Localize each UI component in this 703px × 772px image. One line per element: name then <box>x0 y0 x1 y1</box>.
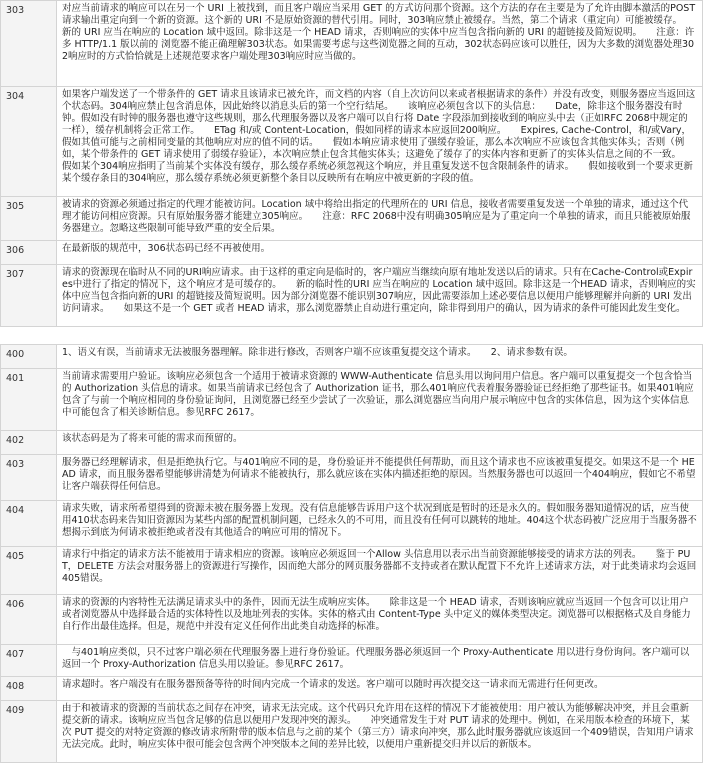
table-row-404 <box>1 501 703 547</box>
status-code-cell: 407 <box>1 645 57 677</box>
table-row-407 <box>1 645 703 677</box>
status-code-cell: 307 <box>1 265 57 327</box>
table-row-305 <box>1 197 703 241</box>
status-code-cell: 402 <box>1 431 57 455</box>
status-code-cell: 304 <box>1 87 57 197</box>
table-row-403 <box>1 455 703 501</box>
status-code-table-3xx <box>0 0 703 327</box>
status-description-cell: 如果客户端发送了一个带条件的 GET 请求且该请求已被允许，而文档的内容（自上次访问以来或者根据请求的条件）并没有改变，则服务器应当返回这个状态码。304响应禁止包含消息体，因此始终以消息头后的第一个空行结尾。 该响应必须包含以下的头信息： Date，除非这个服务器没有时钟。假如没有时钟的服务器也遵守这些规则，那么代理服务器以及客户端可以自行将 Date 字段添加到接收到的响应头中去（正如RFC 2068中规定的一样），缓存机制将会正常工作。 ETag 和/或 Content-Location，假如同样的请求本应返回200响应。 Expires, Cache-Control，和/或Vary，假如其值可能与之前相同变量的其他响应对应的值不同的话。 假如本响应请求使用了强缓存验证，那么本次响应不应该包含其他实体头；否则（例如，某个带条件的 GET 请求使用了弱缓存验证），本次响应禁止包含其他实体头；这避免了缓存了的实体内容和更新了的实体头信息之间的不一致。 假如某个304响应指明了当前某个实体没有缓存，那么缓存系统必须忽视这个响应，并且重复发送不包含限制条件的请求。 假如接收到一个要求更新某个缓存条目的304响应，那么缓存系统必须更新整个条目以反映所有在响应中被更新的字段的值。 <box>57 87 703 197</box>
status-description-cell: 请求失败，请求所希望得到的资源未被在服务器上发现。没有信息能够告诉用户这个状况到底是暂时的还是永久的。假如服务器知道情况的话，应当使用410状态码来告知旧资源因为某些内部的配置机制问题，已经永久的不可用，而且没有任何可以跳转的地址。404这个状态码被广泛应用于当服务器不想揭示到底为何请求被拒绝或者没有其他适合的响应可用的情况下。 <box>57 501 703 547</box>
status-description-cell: 请求行中指定的请求方法不能被用于请求相应的资源。该响应必须返回一个Allow 头信息用以表示出当前资源能够接受的请求方法的列表。 鉴于 PUT，DELETE 方法会对服务器上的资源进行写操作，因而绝大部分的网页服务器都不支持或者在默认配置下不允许上述请求方法，对于此类请求均会返回405错误。 <box>57 547 703 595</box>
status-description-cell: 当前请求需要用户验证。该响应必须包含一个适用于被请求资源的 WWW-Authenticate 信息头用以询问用户信息。客户端可以重复提交一个包含恰当的 Authorization 头信息的请求。如果当前请求已经包含了 Authorization 证书，那么401响应代表着服务器验证已经拒绝了那些证书。如果401响应包含了与前一个响应相同的身份验证询问，且浏览器已经至少尝试了一次验证，那么浏览器应当向用户展示响应中包含的实体信息，因为这个实体信息中可能包含了相关诊断信息。参见RFC 2617。 <box>57 369 703 431</box>
status-description-cell: 被请求的资源必须通过指定的代理才能被访问。Location 域中将给出指定的代理所在的 URI 信息，接收者需要重复发送一个单独的请求，通过这个代理才能访问相应资源。只有原始服务器才能建立305响应。 注意：RFC 2068中没有明确305响应是为了重定向一个单独的请求，而且只能被原始服务器建立。忽略这些限制可能导致严重的安全后果。 <box>57 197 703 241</box>
status-code-cell: 400 <box>1 345 57 369</box>
status-description-cell: 请求超时。客户端没有在服务器预备等待的时间内完成一个请求的发送。客户端可以随时再次提交这一请求而无需进行任何更改。 <box>57 677 703 701</box>
status-code-cell: 408 <box>1 677 57 701</box>
status-code-cell: 305 <box>1 197 57 241</box>
status-code-cell: 306 <box>1 241 57 265</box>
status-code-cell: 405 <box>1 547 57 595</box>
status-description-cell: 在最新版的规范中，306状态码已经不再被使用。 <box>57 241 703 265</box>
table-row-304 <box>1 87 703 197</box>
status-description-cell: 由于和被请求的资源的当前状态之间存在冲突，请求无法完成。这个代码只允许用在这样的情况下才能被使用：用户被认为能够解决冲突，并且会重新提交新的请求。该响应应当包含足够的信息以便用户发现冲突的源头。 冲突通常发生于对 PUT 请求的处理中。例如，在采用版本检查的环境下，某次 PUT 提交的对特定资源的修改请求所附带的版本信息与之前的某个（第三方）请求向冲突，那么此时服务器就应该返回一个409错误，告知用户请求无法完成。此时，响应实体中很可能会包含两个冲突版本之间的差异比较，以便用户重新提交归并以后的新版本。 <box>57 701 703 763</box>
status-code-cell: 303 <box>1 1 57 87</box>
status-description-cell: 对应当前请求的响应可以在另一个 URI 上被找到，而且客户端应当采用 GET 的方式访问那个资源。这个方法的存在主要是为了允许由脚本激活的POST请求输出重定向到一个新的资源。这个新的 URI 不是原始资源的替代引用。同时，303响应禁止被缓存。当然，第二个请求（重定向）可能被缓存。 新的 URI 应当在响应的 Location 域中返回。除非这是一个 HEAD 请求，否则响应的实体中应当包含指向新的 URI 的超链接及简短说明。 注意：许多 HTTP/1.1 版以前的 浏览器不能正确理解303状态。如果需要考虑与这些浏览器之间的互动，302状态码应该可以胜任，因为大多数的浏览器处理302响应时的方式恰恰就是上述规范要求客户端处理303响应时应当做的。 <box>57 1 703 87</box>
status-description-cell: 服务器已经理解请求，但是拒绝执行它。与401响应不同的是，身份验证并不能提供任何帮助，而且这个请求也不应该被重复提交。如果这不是一个 HEAD 请求，而且服务器希望能够讲清楚为何请求不能被执行，那么就应该在实体内描述拒绝的原因。当然服务器也可以返回一个404响应，假如它不希望让客户端获得任何信息。 <box>57 455 703 501</box>
status-code-cell: 401 <box>1 369 57 431</box>
status-code-cell: 409 <box>1 701 57 763</box>
status-description-cell: 与401响应类似，只不过客户端必须在代理服务器上进行身份验证。代理服务器必须返回一个 Proxy-Authenticate 用以进行身份询问。客户端可以返回一个 Proxy-Authorization 信息头用以验证。参见RFC 2617。 <box>57 645 703 677</box>
status-code-cell: 403 <box>1 455 57 501</box>
table-row-406 <box>1 595 703 645</box>
status-description-cell: 1、语义有误，当前请求无法被服务器理解。除非进行修改，否则客户端不应该重复提交这个请求。 2、请求参数有误。 <box>57 345 703 369</box>
table-row-307 <box>1 265 703 327</box>
table-row-400 <box>1 345 703 369</box>
status-code-table-4xx <box>0 344 703 763</box>
status-description-cell: 请求的资源的内容特性无法满足请求头中的条件，因而无法生成响应实体。 除非这是一个 HEAD 请求，否则该响应就应当返回一个包含可以让用户或者浏览器从中选择最合适的实体特性以及地址列表的实体。实体的格式由 Content-Type 头中定义的媒体类型决定。浏览器可以根据格式及自身能力自行作出最佳选择。但是，规范中并没有定义任何作出此类自动选择的标准。 <box>57 595 703 645</box>
status-description-cell: 该状态码是为了将来可能的需求而预留的。 <box>57 431 703 455</box>
table-row-401 <box>1 369 703 431</box>
table-row-405 <box>1 547 703 595</box>
status-code-cell: 406 <box>1 595 57 645</box>
table-row-306 <box>1 241 703 265</box>
table-row-402 <box>1 431 703 455</box>
table-row-409 <box>1 701 703 763</box>
status-description-cell: 请求的资源现在临时从不同的URI响应请求。由于这样的重定向是临时的，客户端应当继续向原有地址发送以后的请求。只有在Cache-Control或Expires中进行了指定的情况下，这个响应才是可缓存的。 新的临时性的URI 应当在响应的 Location 域中返回。除非这是一个HEAD 请求，否则响应的实体中应当包含指向新的URI 的超链接及简短说明。因为部分浏览器不能识别307响应，因此需要添加上述必要信息以便用户能够理解并向新的 URI 发出访问请求。 如果这不是一个 GET 或者 HEAD 请求，那么浏览器禁止自动进行重定向，除非得到用户的确认，因为请求的条件可能因此发生变化。 <box>57 265 703 327</box>
table-row-303 <box>1 1 703 87</box>
status-code-cell: 404 <box>1 501 57 547</box>
table-row-408 <box>1 677 703 701</box>
